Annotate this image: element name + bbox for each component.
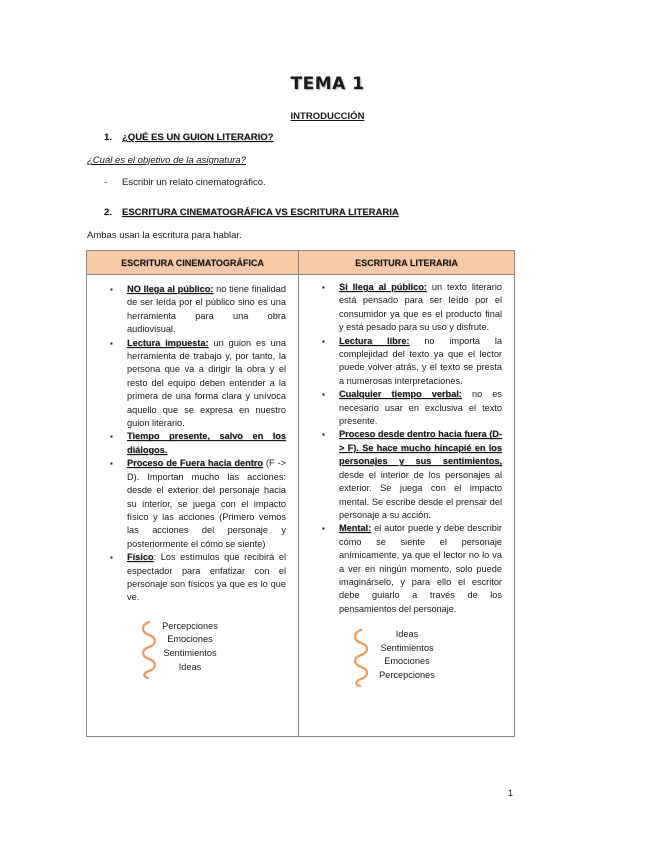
spiral-label: Percepciones — [162, 620, 218, 631]
bullet-icon: ▪ — [110, 459, 113, 469]
section-1-number: 1. — [104, 132, 112, 143]
spiral-label: Emociones — [384, 656, 430, 667]
bullet-icon: ▪ — [110, 553, 113, 563]
comparison-table — [86, 250, 515, 737]
section-2-heading — [104, 207, 399, 218]
item-text: (F -> D). Importan mucho las acciones: desde el exterior del personaje hacia su interior, se juega con el impacto físico y las acciones (Primero vemos las acciones del personaje y posteriormente el cómo se siente) — [127, 458, 286, 549]
item-text: desde el interior de los personajes al exterior. Se juega con el impacto mental. Se escribe desde el prensar del personaje a su acción. — [339, 469, 502, 520]
page-number: 1 — [508, 788, 514, 798]
section-2-number: 2. — [104, 207, 112, 218]
item-keyword: Lectura libre: — [339, 335, 410, 346]
cinematografica-spiral — [87, 620, 298, 682]
spiral-label: Ideas — [395, 629, 419, 640]
item-text: : Los estímulos que recibirá el espectador para enfatizar con el personaje son físicos ya que es lo que ve. — [127, 552, 286, 603]
item-keyword: Físico — [127, 552, 154, 563]
page-title: TEMA 1 — [290, 74, 365, 94]
list-item — [110, 457, 286, 551]
section-1-title: ¿QUÉ ES UN GUION LITERARIO? — [122, 132, 274, 143]
spiral-label: Percepciones — [379, 669, 435, 680]
objective-question: ¿Cuál es el objetivo de la asignatura? — [87, 155, 246, 166]
spiral-labels — [155, 620, 225, 674]
bullet-icon: ▪ — [322, 283, 325, 292]
item-keyword: Cualquier tiempo verbal: — [339, 389, 462, 400]
literaria-spiral — [299, 628, 514, 690]
section-1-heading — [104, 132, 273, 143]
header-literaria: ESCRITURA LITERARIA — [299, 251, 515, 275]
list-item — [322, 428, 502, 522]
dash-marker: - — [104, 177, 108, 188]
item-text: no tiene finalidad de ser leída por el público sino es una herramienta para una obra audiovisual. — [127, 284, 287, 335]
intro-heading: INTRODUCCIÓN — [290, 111, 365, 122]
objective-text: Escribir un relato cinematográfico. — [122, 177, 266, 188]
spiral-label: Sentimientos — [163, 647, 217, 658]
item-text: no es necesario usar en exclusiva el texto presente. — [339, 389, 502, 427]
section-2-title: ESCRITURA CINEMATOGRÁFICA VS ESCRITURA LITERARIA — [122, 207, 399, 218]
list-item — [110, 283, 287, 337]
item-text: un guion es una herramienta de trabajo y, por tanto, la persona que va a dirigir la obra y el resto del equipo deben entender a la primera de una forma clara y unívoca aquello que se expresa en nuestro guion literario. — [127, 337, 286, 429]
item-keyword: Proceso de Fuera hacia dentro — [127, 458, 263, 469]
bullet-icon: ▪ — [110, 338, 113, 348]
objective-item — [104, 177, 266, 188]
item-keyword: Lectura impuesta: — [127, 337, 209, 348]
bullet-icon: ▪ — [322, 430, 325, 440]
spiral-labels — [367, 628, 447, 682]
list-item — [110, 551, 286, 605]
spiral-label: Sentimientos — [380, 642, 434, 653]
item-keyword: NO llega al público: — [127, 284, 214, 294]
item-text: no importa la complejidad del texto ya que el lector puede volver atrás, y el texto se presta a numerosas interpretaciones. — [339, 335, 502, 386]
cinematografica-list — [87, 275, 298, 605]
item-keyword: Si llega al público: — [339, 282, 427, 292]
item-keyword: Proceso desde dentro hacia fuera (D-> F). Se hace mucho hincapié en los personajes y sus sentimientos, — [339, 429, 502, 467]
list-item — [110, 430, 286, 457]
item-keyword: Mental: — [339, 523, 372, 534]
header-cinematografica: ESCRITURA CINEMATOGRÁFICA — [87, 251, 299, 275]
list-item — [322, 281, 502, 335]
item-text: el autor puede y debe describir cómo se siente el personaje anímicamente, ya que el lector no lo va a ver en ningún momento, solo puede imaginárselo, y para ello el escritor debe guiarlo a través de los pensamientos del personaje. — [339, 523, 502, 614]
cinematografica-cell — [87, 275, 299, 737]
item-keyword: Tiempo presente, salvo en los diálogos. — [127, 431, 286, 455]
item-text: un texto literario está pensado para ser leído por el consumidor ya que es el producto final y está pesado para su uso y disfrute. — [339, 282, 502, 333]
literaria-list — [299, 275, 514, 616]
bullet-icon: ▪ — [322, 524, 325, 534]
list-item — [110, 337, 286, 431]
bullet-icon: ▪ — [322, 336, 325, 346]
list-item — [322, 388, 502, 428]
bullet-icon: ▪ — [322, 390, 325, 400]
bullet-icon: ▪ — [110, 432, 113, 442]
list-item — [322, 335, 502, 389]
bullet-icon: ▪ — [110, 285, 113, 294]
literaria-cell — [299, 275, 515, 737]
both-use-text: Ambas usan la escritura para hablar. — [87, 230, 242, 241]
spiral-label: Ideas — [178, 661, 202, 672]
list-item — [322, 522, 502, 616]
spiral-label: Emociones — [167, 634, 213, 645]
